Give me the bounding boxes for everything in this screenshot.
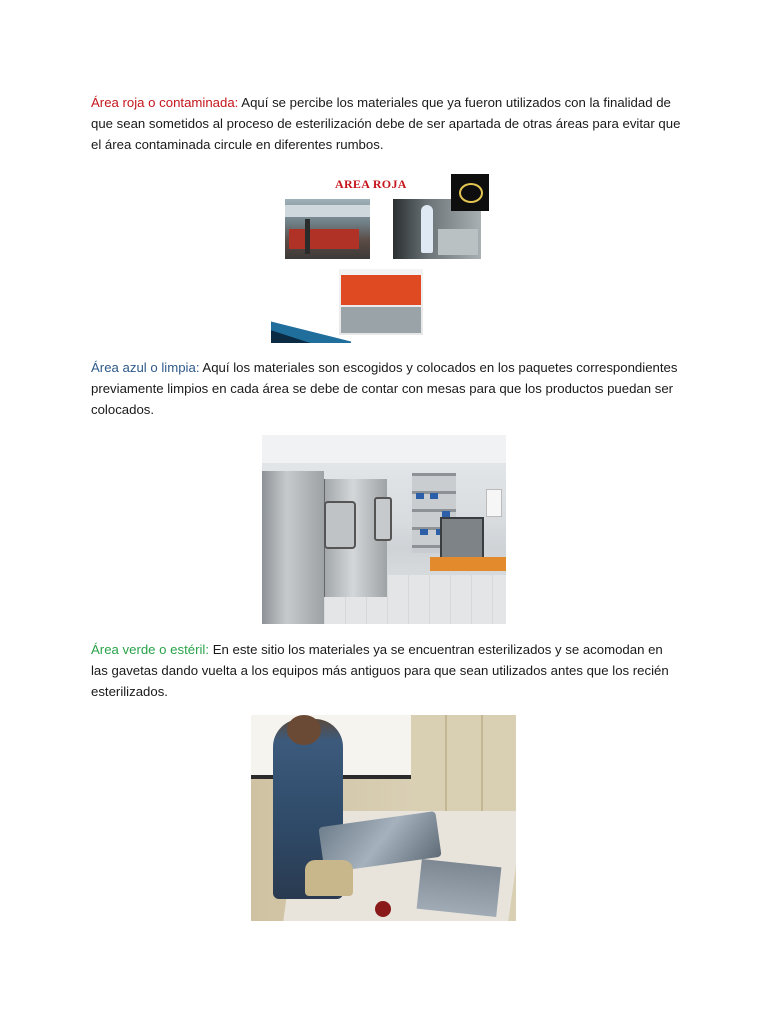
area-roja-collage xyxy=(271,167,495,343)
section-red-paragraph xyxy=(91,92,681,155)
area-azul-photo xyxy=(262,435,506,624)
collage-photo-3 xyxy=(451,174,489,211)
section-green-heading: Área verde o estéril: xyxy=(91,642,210,657)
collage-photo-4 xyxy=(339,269,423,335)
section-red-body: Aquí se percibe los materiales que ya fueron utilizados con la finalidad de que sean sometidos al proceso de esterilización debe de ser apartada de otras áreas para evitar que el área contaminada circule en diferentes rumbos. xyxy=(91,95,681,152)
section-blue-paragraph xyxy=(91,357,681,420)
sterilizer-box xyxy=(440,517,484,559)
collage-photo-1 xyxy=(285,199,370,259)
area-verde-photo xyxy=(251,715,516,921)
tape-dispenser xyxy=(305,860,353,896)
section-blue-heading: Área azul o limpia: xyxy=(91,360,200,375)
orange-counter xyxy=(430,557,506,571)
section-red-heading: Área roja o contaminada: xyxy=(91,95,239,110)
section-green-body: En este sitio los materiales ya se encuentran esterilizados y se acomodan en las gavetas dando vuelta a los equipos más antiguos para que sean utilizados antes que los recién esterilizados. xyxy=(91,642,669,699)
collage-title: AREA ROJA xyxy=(335,177,407,191)
cloth-stack xyxy=(417,859,502,917)
section-blue-body: Aquí los materiales son escogidos y colocados en los paquetes correspondientes previamente limpios en cada área se debe de contar con mesas para que los productos puedan ser colocados. xyxy=(91,360,678,417)
wall-dispenser xyxy=(486,489,502,517)
autoclave-left xyxy=(262,471,324,624)
section-green-paragraph xyxy=(91,639,681,702)
